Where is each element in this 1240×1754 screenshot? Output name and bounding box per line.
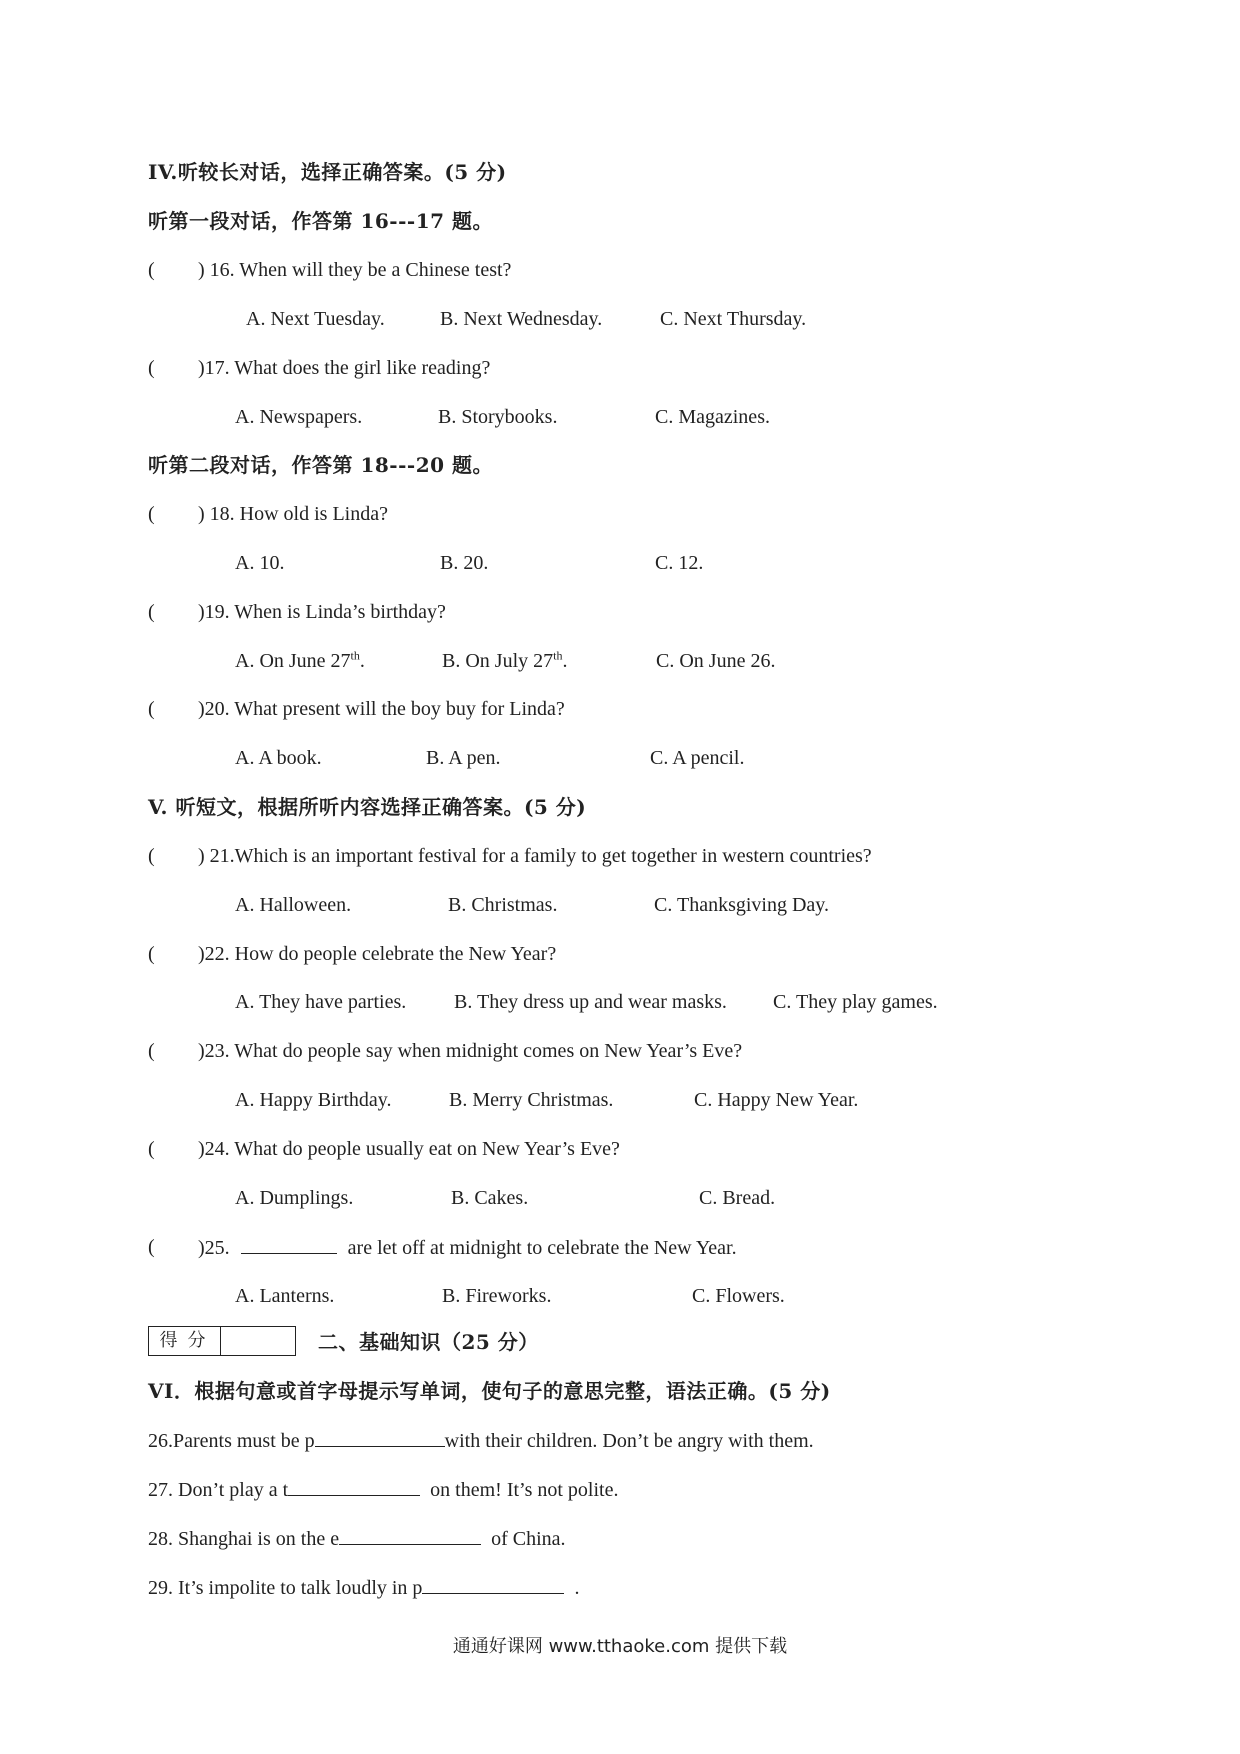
option-a: A. A book.	[235, 747, 322, 769]
option-b: B. On July 27th.	[442, 648, 568, 672]
option-a: A. Dumplings.	[235, 1187, 354, 1209]
option-a: A. Newspapers.	[235, 406, 363, 428]
question-text: )17. What does the girl like reading?	[198, 357, 491, 379]
option-a: A. Halloween.	[235, 894, 352, 916]
question-text: ) 21.Which is an important festival for a family to get together in western countries?	[198, 845, 872, 867]
question-text: ) 18. How old is Linda?	[198, 503, 388, 525]
question-27: 27. Don’t play a t on them! It’s not polite.	[148, 1479, 619, 1501]
option-b: B. Next Wednesday.	[440, 308, 603, 330]
option-c: C. Flowers.	[692, 1285, 785, 1307]
answer-paren[interactable]: (	[148, 1236, 155, 1258]
answer-paren[interactable]: (	[148, 601, 155, 623]
answer-paren[interactable]: (	[148, 845, 155, 867]
section-heading: V. 听短文，根据所听内容选择正确答案。(5 分)	[148, 795, 587, 819]
section-heading: VI．根据句意或首字母提示写单词，使句子的意思完整，语法正确。(5 分)	[148, 1379, 831, 1403]
option-c: C. On June 26.	[656, 650, 776, 672]
question-text: ) 16. When will they be a Chinese test?	[198, 259, 512, 281]
option-b: B. Cakes.	[451, 1187, 529, 1209]
answer-paren[interactable]: (	[148, 357, 155, 379]
answer-paren[interactable]: (	[148, 943, 155, 965]
option-b: B. They dress up and wear masks.	[454, 991, 727, 1013]
option-b: B. Fireworks.	[442, 1285, 552, 1307]
question-text: )19. When is Linda’s birthday?	[198, 601, 446, 623]
option-a: A. Next Tuesday.	[246, 308, 385, 330]
option-c: C. Bread.	[699, 1187, 776, 1209]
footer-credit: 通通好课网 www.tthaoke.com 提供下载	[452, 1636, 788, 1657]
question-text: )23. What do people say when midnight comes on New Year’s Eve?	[198, 1040, 743, 1062]
option-c: C. They play games.	[773, 991, 938, 1013]
question-text: )25. are let off at midnight to celebrate the New Year.	[198, 1237, 737, 1259]
question-29: 29. It’s impolite to talk loudly in p .	[148, 1577, 580, 1599]
section-heading: IV.听较长对话，选择正确答案。(5 分)	[148, 160, 507, 184]
option-c: C. Magazines.	[655, 406, 770, 428]
answer-blank[interactable]	[288, 1477, 420, 1496]
option-b: B. Merry Christmas.	[449, 1089, 614, 1111]
option-b: B. Christmas.	[448, 894, 558, 916]
answer-blank[interactable]	[315, 1428, 445, 1447]
question-text: )22. How do people celebrate the New Year?	[198, 943, 557, 965]
option-c: C. Thanksgiving Day.	[654, 894, 829, 916]
option-c: C. A pencil.	[650, 747, 745, 769]
option-a: A. On June 27th.	[235, 648, 365, 672]
dialog-instruction: 听第一段对话，作答第 16---17 题。	[148, 209, 493, 233]
answer-paren[interactable]: (	[148, 1138, 155, 1160]
question-28: 28. Shanghai is on the e of China.	[148, 1528, 566, 1550]
option-c: C. Happy New Year.	[694, 1089, 859, 1111]
question-26: 26.Parents must be p with their children. Don’t be angry with them.	[148, 1430, 814, 1452]
answer-paren[interactable]: (	[148, 1040, 155, 1062]
answer-paren[interactable]: (	[148, 259, 155, 281]
dialog-instruction: 听第二段对话，作答第 18---20 题。	[148, 453, 493, 477]
option-a: A. Lanterns.	[235, 1285, 335, 1307]
option-c: C. Next Thursday.	[660, 308, 807, 330]
option-a: A. They have parties.	[235, 991, 407, 1013]
question-text: )24. What do people usually eat on New Year’s Eve?	[198, 1138, 620, 1160]
option-a: A. 10.	[235, 552, 285, 574]
answer-blank[interactable]	[241, 1235, 337, 1254]
score-label: 得分	[149, 1327, 221, 1355]
option-b: B. 20.	[440, 552, 489, 574]
question-text: )20. What present will the boy buy for Linda?	[198, 698, 565, 720]
answer-blank[interactable]	[422, 1575, 564, 1594]
answer-blank[interactable]	[339, 1526, 481, 1545]
part-heading: 二、基础知识（25 分）	[318, 1330, 539, 1354]
answer-paren[interactable]: (	[148, 698, 155, 720]
option-a: A. Happy Birthday.	[235, 1089, 392, 1111]
option-c: C. 12.	[655, 552, 704, 574]
answer-paren[interactable]: (	[148, 503, 155, 525]
score-box	[148, 1326, 296, 1356]
option-b: B. A pen.	[426, 747, 501, 769]
option-b: B. Storybooks.	[438, 406, 558, 428]
